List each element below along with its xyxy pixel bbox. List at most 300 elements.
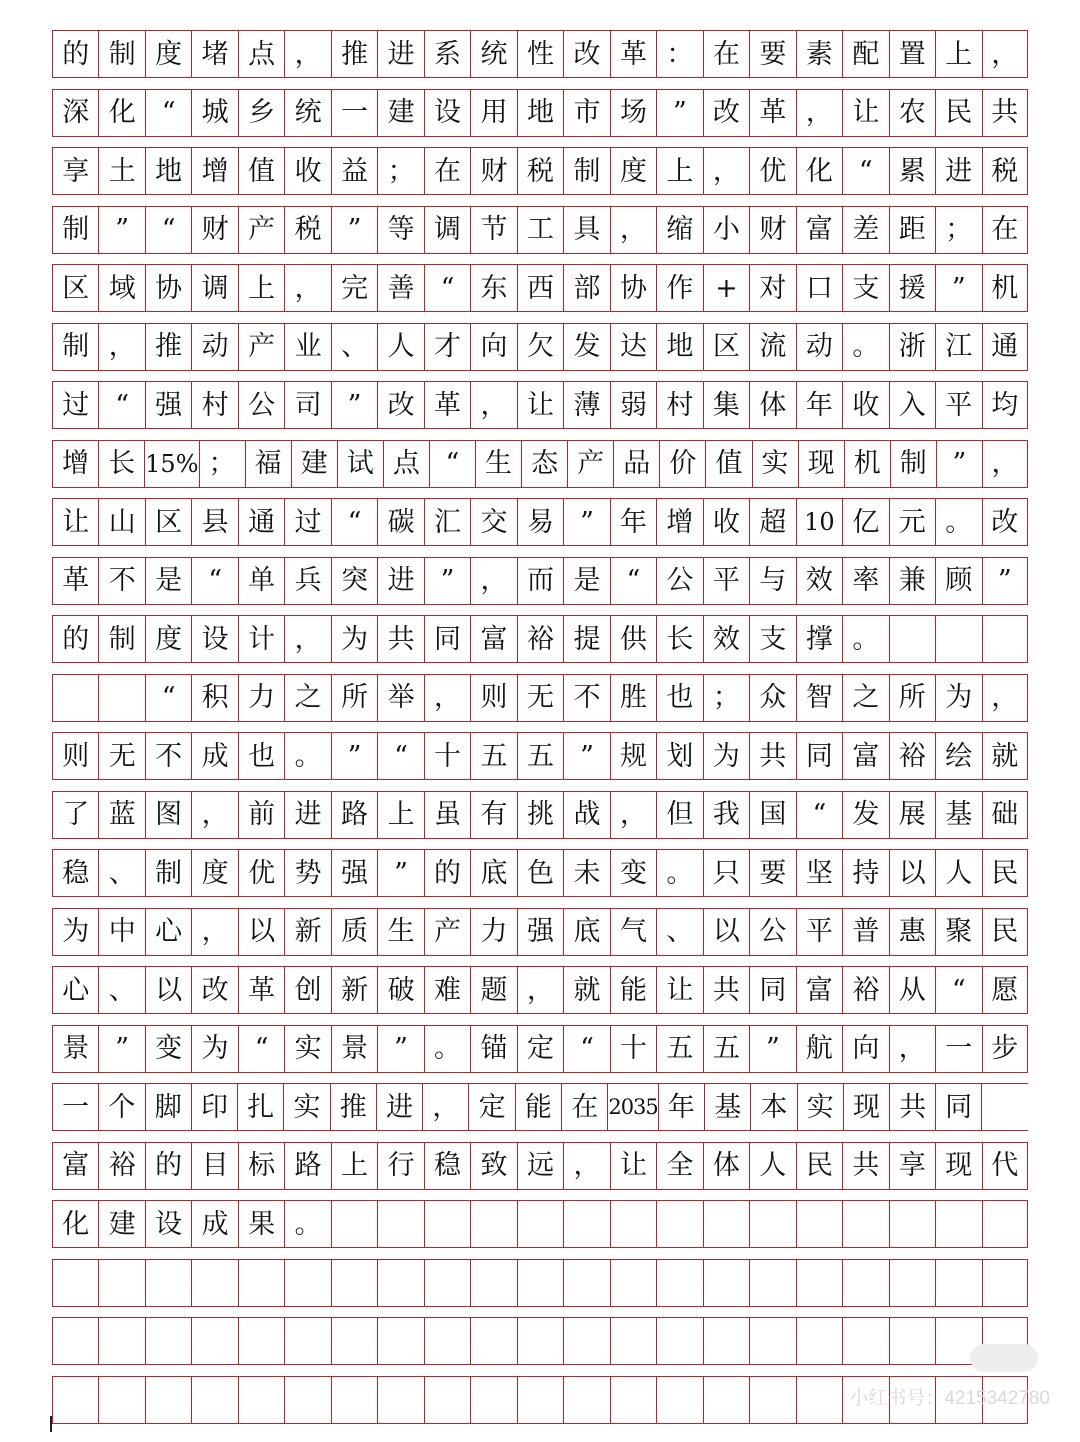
grid-cell: 系 — [424, 31, 470, 77]
grid-cell: 现 — [843, 1084, 889, 1130]
grid-cell: 度 — [610, 148, 656, 194]
grid-cell — [796, 1318, 842, 1364]
grid-cell: 气 — [610, 909, 656, 955]
grid-cell: 益 — [331, 148, 377, 194]
grid-cell: 让 — [517, 382, 563, 428]
grid-cell: 印 — [191, 1084, 237, 1130]
grid-cell: 成 — [191, 1201, 237, 1247]
grid-cell: 顾 — [935, 558, 981, 604]
grid-cell: 同 — [424, 616, 470, 662]
grid-cell: 制 — [98, 616, 144, 662]
grid-cell: 从 — [889, 967, 935, 1013]
grid-cell: “ — [935, 967, 981, 1013]
grid-cell: 协 — [610, 265, 656, 311]
grid-cell: 了 — [52, 792, 98, 838]
grid-cell: 度 — [145, 616, 191, 662]
grid-cell: 收 — [842, 382, 888, 428]
grid-cell: 地 — [145, 148, 191, 194]
grid-cell: 共 — [982, 90, 1028, 136]
grid-cell: 所 — [889, 675, 935, 721]
grid-cell: 试 — [337, 441, 383, 487]
grid-cell: 口 — [796, 265, 842, 311]
grid-cell: 我 — [703, 792, 749, 838]
grid-cell: 裕 — [889, 733, 935, 779]
grid-cell: 农 — [889, 90, 935, 136]
grid-cell: ， — [424, 675, 470, 721]
grid-cell: 新 — [284, 909, 330, 955]
grid-cell: 底 — [470, 850, 516, 896]
grid-cell — [935, 616, 981, 662]
grid-cell: 所 — [331, 675, 377, 721]
grid-cell — [238, 1260, 284, 1306]
grid-cell: 发 — [842, 792, 888, 838]
grid-cell — [563, 1377, 609, 1423]
grid-cell: “ — [610, 558, 656, 604]
grid-cell: “ — [145, 90, 191, 136]
grid-cell: 强 — [145, 382, 191, 428]
grid-cell: 长 — [98, 441, 144, 487]
grid-cell: 富 — [796, 967, 842, 1013]
grid-cell: 效 — [703, 616, 749, 662]
grid-cell: 稳 — [424, 1143, 470, 1189]
grid-cell: ， — [422, 1084, 468, 1130]
grid-cell: 年 — [658, 1084, 704, 1130]
grid-cell: 十 — [610, 1026, 656, 1072]
grid-cell: 在 — [982, 207, 1028, 253]
grid-cell: 收 — [284, 148, 330, 194]
grid-cell: 西 — [517, 265, 563, 311]
grid-cell: 不 — [98, 558, 144, 604]
grid-cell: ， — [284, 31, 330, 77]
grid-cell: 要 — [749, 850, 795, 896]
grid-cell: 也 — [238, 733, 284, 779]
grid-cell: ” — [98, 1026, 144, 1072]
grid-row — [52, 849, 1028, 897]
grid-cell — [796, 1201, 842, 1247]
grid-cell — [238, 1318, 284, 1364]
grid-cell: “ — [331, 499, 377, 545]
grid-cell — [517, 1318, 563, 1364]
grid-cell: ， — [889, 1026, 935, 1072]
grid-cell: 小 — [703, 207, 749, 253]
grid-cell: 置 — [889, 31, 935, 77]
grid-cell: ” — [656, 90, 702, 136]
grid-cell: 同 — [935, 1084, 981, 1130]
grid-cell — [749, 1260, 795, 1306]
grid-cell: 入 — [889, 382, 935, 428]
grid-cell: 智 — [796, 675, 842, 721]
grid-cell: 人 — [935, 850, 981, 896]
grid-cell — [424, 1260, 470, 1306]
grid-row — [52, 615, 1028, 663]
grid-cell: 新 — [331, 967, 377, 1013]
grid-cell — [703, 1260, 749, 1306]
grid-cell: 平 — [796, 909, 842, 955]
grid-cell: 底 — [563, 909, 609, 955]
grid-cell: 财 — [191, 207, 237, 253]
grid-cell: 浙 — [889, 324, 935, 370]
grid-row — [52, 791, 1028, 839]
grid-cell: 在 — [703, 31, 749, 77]
grid-cell — [470, 1201, 516, 1247]
grid-cell: 则 — [52, 733, 98, 779]
grid-cell: 民 — [982, 909, 1028, 955]
grid-cell: ； — [377, 148, 423, 194]
grid-cell: 优 — [749, 148, 795, 194]
grid-cell: 远 — [517, 1143, 563, 1189]
grid-cell: 力 — [470, 909, 516, 955]
grid-cell — [331, 1260, 377, 1306]
grid-cell: 革 — [610, 31, 656, 77]
grid-cell — [703, 1318, 749, 1364]
grid-cell: 东 — [470, 265, 516, 311]
grid-cell: 平 — [935, 382, 981, 428]
grid-cell: 统 — [284, 90, 330, 136]
grid-cell: 心 — [145, 909, 191, 955]
grid-cell — [889, 1318, 935, 1364]
grid-cell: 调 — [191, 265, 237, 311]
grid-cell: 不 — [563, 675, 609, 721]
grid-cell: 一 — [331, 90, 377, 136]
grid-cell: 民 — [935, 90, 981, 136]
grid-cell: 绘 — [935, 733, 981, 779]
grid-cell: 实 — [283, 1084, 329, 1130]
grid-cell: 财 — [749, 207, 795, 253]
grid-row — [52, 89, 1028, 137]
grid-cell: 十 — [424, 733, 470, 779]
grid-cell: 共 — [377, 616, 423, 662]
grid-cell: 个 — [98, 1084, 144, 1130]
grid-cell — [52, 1377, 98, 1423]
grid-cell — [470, 1377, 516, 1423]
grid-cell: “ — [238, 1026, 284, 1072]
grid-cell: 产 — [238, 207, 284, 253]
grid-cell: 兵 — [284, 558, 330, 604]
grid-cell: 设 — [145, 1201, 191, 1247]
grid-cell — [889, 1260, 935, 1306]
grid-cell: 支 — [749, 616, 795, 662]
grid-cell: 制 — [98, 31, 144, 77]
grid-cell: 公 — [656, 558, 702, 604]
grid-cell: “ — [145, 675, 191, 721]
grid-cell — [331, 1201, 377, 1247]
grid-cell: 与 — [749, 558, 795, 604]
grid-cell: 同 — [796, 733, 842, 779]
grid-cell: 景 — [52, 1026, 98, 1072]
grid-row — [52, 732, 1028, 780]
grid-cell: ， — [191, 909, 237, 955]
grid-cell: 具 — [563, 207, 609, 253]
grid-cell: 之 — [842, 675, 888, 721]
grid-cell: 。 — [284, 1201, 330, 1247]
grid-cell: 虽 — [424, 792, 470, 838]
grid-cell: 税 — [982, 148, 1028, 194]
grid-cell: 15% — [144, 441, 198, 487]
grid-row — [52, 323, 1028, 371]
grid-cell: 。 — [935, 499, 981, 545]
grid-cell: 要 — [749, 31, 795, 77]
grid-cell: 能 — [515, 1084, 561, 1130]
grid-cell: 的 — [424, 850, 470, 896]
grid-row — [52, 440, 1028, 488]
grid-row — [52, 1317, 1028, 1365]
grid-cell: 以 — [703, 909, 749, 955]
grid-cell: 缩 — [656, 207, 702, 253]
grid-cell: 进 — [935, 148, 981, 194]
grid-row — [52, 966, 1028, 1014]
grid-cell: 优 — [238, 850, 284, 896]
grid-cell: 域 — [98, 265, 144, 311]
grid-cell: 提 — [563, 616, 609, 662]
grid-cell: ； — [703, 675, 749, 721]
grid-cell: 生 — [377, 909, 423, 955]
grid-cell: 集 — [703, 382, 749, 428]
grid-cell — [842, 1260, 888, 1306]
grid-cell: ； — [199, 441, 245, 487]
grid-cell: 的 — [52, 31, 98, 77]
grid-cell: 价 — [659, 441, 705, 487]
grid-cell: 年 — [796, 382, 842, 428]
grid-cell: “ — [842, 148, 888, 194]
grid-cell: 、 — [656, 909, 702, 955]
grid-cell: 过 — [52, 382, 98, 428]
grid-cell: 10 — [796, 499, 842, 545]
grid-cell: 欠 — [517, 324, 563, 370]
grid-cell: 而 — [517, 558, 563, 604]
grid-cell: 是 — [563, 558, 609, 604]
grid-cell: 配 — [842, 31, 888, 77]
grid-cell: 众 — [749, 675, 795, 721]
grid-cell: 步 — [982, 1026, 1028, 1072]
grid-cell — [52, 675, 98, 721]
grid-cell: 江 — [935, 324, 981, 370]
grid-cell: 战 — [563, 792, 609, 838]
grid-cell: 同 — [749, 967, 795, 1013]
grid-cell: ， — [470, 382, 516, 428]
grid-cell: 进 — [377, 558, 423, 604]
grid-cell: 色 — [517, 850, 563, 896]
grid-cell: ” — [749, 1026, 795, 1072]
grid-cell — [284, 1377, 330, 1423]
grid-cell: “ — [98, 382, 144, 428]
grid-cell — [563, 1260, 609, 1306]
grid-cell: 率 — [842, 558, 888, 604]
grid-cell: 有 — [470, 792, 516, 838]
grid-cell: 富 — [842, 733, 888, 779]
grid-cell: 以 — [238, 909, 284, 955]
grid-cell: ” — [936, 441, 982, 487]
grid-cell: 堵 — [191, 31, 237, 77]
grid-cell: 五 — [470, 733, 516, 779]
grid-cell: 革 — [424, 382, 470, 428]
grid-cell: 统 — [470, 31, 516, 77]
grid-cell: 但 — [656, 792, 702, 838]
grid-cell: 革 — [52, 558, 98, 604]
grid-cell — [889, 616, 935, 662]
grid-cell: 弱 — [610, 382, 656, 428]
grid-cell: 路 — [284, 1143, 330, 1189]
grid-cell — [191, 1377, 237, 1423]
grid-cell: 难 — [424, 967, 470, 1013]
grid-cell — [935, 1260, 981, 1306]
grid-cell — [517, 1377, 563, 1423]
grid-cell: 市 — [563, 90, 609, 136]
grid-cell — [470, 1318, 516, 1364]
grid-cell: 乡 — [238, 90, 284, 136]
grid-cell: 强 — [517, 909, 563, 955]
grid-cell: 变 — [145, 1026, 191, 1072]
grid-cell — [284, 1318, 330, 1364]
grid-cell: 民 — [796, 1143, 842, 1189]
grid-cell: 机 — [844, 441, 890, 487]
grid-row — [52, 1200, 1028, 1248]
grid-cell — [377, 1260, 423, 1306]
grid-cell: ” — [331, 382, 377, 428]
grid-cell — [796, 1260, 842, 1306]
grid-cell: 能 — [610, 967, 656, 1013]
grid-cell: 元 — [889, 499, 935, 545]
grid-cell: 中 — [98, 909, 144, 955]
grid-cell: 也 — [656, 675, 702, 721]
grid-cell: 兼 — [889, 558, 935, 604]
grid-cell: 破 — [377, 967, 423, 1013]
grid-cell: 上 — [656, 148, 702, 194]
grid-cell: 产 — [567, 441, 613, 487]
grid-cell — [377, 1377, 423, 1423]
grid-cell: 积 — [191, 675, 237, 721]
grid-cell — [98, 675, 144, 721]
grid-cell: 发 — [563, 324, 609, 370]
grid-cell: 距 — [889, 207, 935, 253]
grid-cell: 撑 — [796, 616, 842, 662]
grid-cell: 脚 — [145, 1084, 191, 1130]
grid-cell: 薄 — [563, 382, 609, 428]
grid-cell — [238, 1377, 284, 1423]
grid-cell: 度 — [145, 31, 191, 77]
grid-cell — [377, 1201, 423, 1247]
grid-cell: 过 — [284, 499, 330, 545]
grid-cell: 只 — [703, 850, 749, 896]
grid-cell: 让 — [610, 1143, 656, 1189]
grid-cell — [656, 1318, 702, 1364]
grid-cell: 协 — [145, 265, 191, 311]
grid-cell: 地 — [517, 90, 563, 136]
grid-cell: + — [703, 265, 749, 311]
grid-cell: ” — [377, 1026, 423, 1072]
grid-cell: 深 — [52, 90, 98, 136]
grid-cell: 场 — [610, 90, 656, 136]
grid-cell — [749, 1201, 795, 1247]
grid-cell: 未 — [563, 850, 609, 896]
grid-row — [52, 1025, 1028, 1073]
grid-cell — [424, 1318, 470, 1364]
grid-cell: 区 — [145, 499, 191, 545]
grid-cell: ： — [656, 31, 702, 77]
grid-cell: 收 — [703, 499, 749, 545]
grid-cell: 本 — [750, 1084, 796, 1130]
grid-cell: 是 — [145, 558, 191, 604]
grid-cell — [517, 1201, 563, 1247]
grid-cell: 五 — [517, 733, 563, 779]
grid-cell — [191, 1318, 237, 1364]
grid-cell: 全 — [656, 1143, 702, 1189]
grid-cell: 富 — [470, 616, 516, 662]
grid-cell: 制 — [563, 148, 609, 194]
grid-cell: 供 — [610, 616, 656, 662]
grid-cell — [982, 616, 1028, 662]
grid-cell — [424, 1377, 470, 1423]
grid-cell — [842, 1318, 888, 1364]
grid-cell: 推 — [330, 1084, 376, 1130]
grid-row — [52, 147, 1028, 195]
grid-cell: ” — [331, 733, 377, 779]
grid-cell: 援 — [889, 265, 935, 311]
grid-cell: 态 — [521, 441, 567, 487]
grid-cell: ” — [98, 207, 144, 253]
grid-cell: 增 — [52, 441, 98, 487]
grid-cell: 长 — [656, 616, 702, 662]
grid-cell: 基 — [935, 792, 981, 838]
grid-cell: 心 — [52, 967, 98, 1013]
grid-cell: ， — [610, 207, 656, 253]
grid-cell: 公 — [238, 382, 284, 428]
grid-cell: 产 — [424, 909, 470, 955]
grid-cell: 支 — [842, 265, 888, 311]
grid-cell: 享 — [889, 1143, 935, 1189]
grid-cell: 的 — [52, 616, 98, 662]
grid-cell — [610, 1377, 656, 1423]
grid-cell: 汇 — [424, 499, 470, 545]
grid-cell: 素 — [796, 31, 842, 77]
grid-cell: 让 — [842, 90, 888, 136]
grid-cell: 化 — [796, 148, 842, 194]
grid-cell: 体 — [749, 382, 795, 428]
grid-cell: 部 — [563, 265, 609, 311]
grid-cell — [749, 1377, 795, 1423]
grid-cell: 在 — [424, 148, 470, 194]
grid-cell: 为 — [703, 733, 749, 779]
grid-cell: “ — [377, 733, 423, 779]
grid-row — [52, 30, 1028, 78]
grid-cell: 、 — [331, 324, 377, 370]
grid-cell: 持 — [842, 850, 888, 896]
grid-cell: 让 — [656, 967, 702, 1013]
grid-cell — [331, 1318, 377, 1364]
grid-cell — [424, 1201, 470, 1247]
grid-cell: 节 — [470, 207, 516, 253]
grid-cell: 人 — [749, 1143, 795, 1189]
grid-cell: ， — [982, 31, 1028, 77]
grid-cell: 扎 — [237, 1084, 283, 1130]
grid-cell: 通 — [238, 499, 284, 545]
grid-cell: 地 — [656, 324, 702, 370]
grid-cell — [517, 1260, 563, 1306]
grid-row — [52, 1142, 1028, 1190]
grid-row — [52, 1259, 1028, 1307]
grid-cell: 财 — [470, 148, 516, 194]
grid-cell: 动 — [796, 324, 842, 370]
grid-cell: 税 — [517, 148, 563, 194]
grid-cell: 设 — [191, 616, 237, 662]
grid-cell: 制 — [145, 850, 191, 896]
grid-cell: ， — [796, 90, 842, 136]
grid-cell: 化 — [52, 1201, 98, 1247]
grid-cell: 超 — [749, 499, 795, 545]
grid-cell: 实 — [752, 441, 798, 487]
grid-cell: 划 — [656, 733, 702, 779]
grid-cell: 增 — [191, 148, 237, 194]
grid-cell: 蓝 — [98, 792, 144, 838]
